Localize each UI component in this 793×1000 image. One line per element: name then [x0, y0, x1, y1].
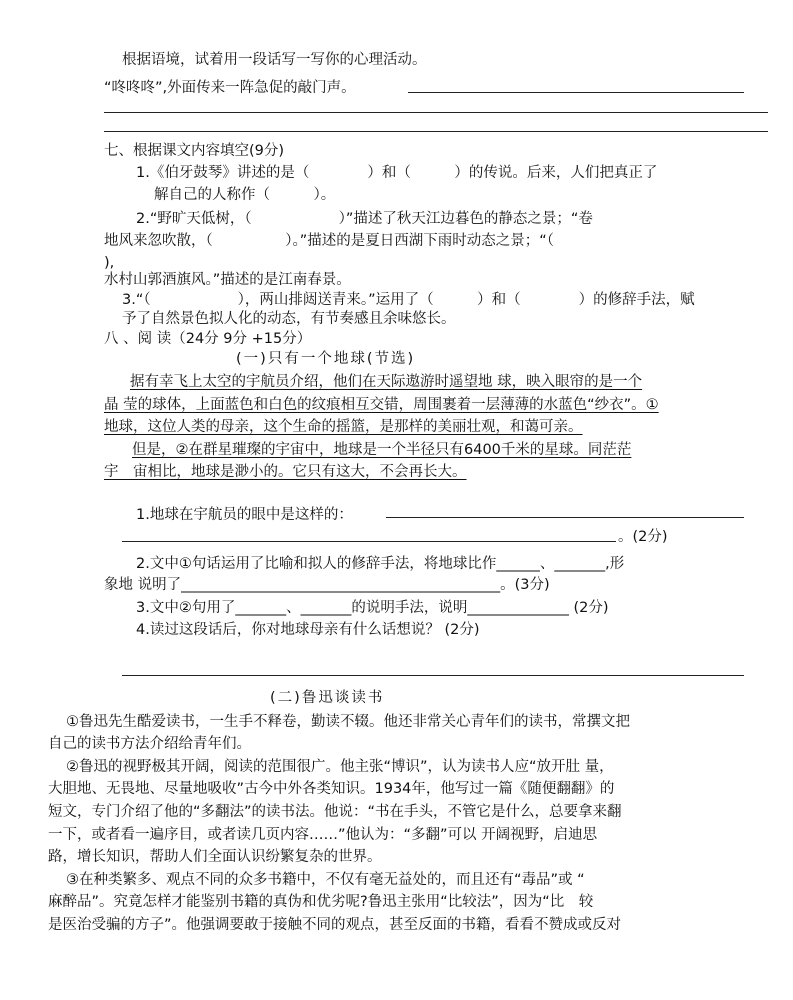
passage-1-title: (一)只有一个地球(节选) [236, 351, 416, 367]
passage-2-p1-line-b: 自己的读书方法介绍给青年们。 [48, 736, 251, 752]
answer-line[interactable] [104, 131, 768, 132]
p1-question-2-line-a: 2.文中①句话运用了比喻和拟人的修辞手法，将地球比作______、_______,形 [136, 556, 625, 572]
q7-2-line-b: 地风来忽吹散，（ ）。”描述的是夏日西湖下雨时动态之景；“（ [104, 233, 555, 249]
section-7-heading: 七、根据课文内容填空(9分) [104, 143, 285, 159]
passage-1-p1-line-b: 晶 莹的球体，上面蓝色和白色的纹痕相互交错，周围裹着一层薄薄的水蓝色“纱衣”。① [104, 397, 659, 413]
q7-2-line-c: ), [104, 255, 115, 271]
passage-2-p2-line-e: 路，增长知识，帮助人们全面认识纷繁复杂的世界。 [48, 849, 382, 865]
passage-2-title: (二)鲁迅谈读书 [270, 690, 385, 706]
passage-2-p3-line-b: 麻醉品”。究竟怎样才能鉴别书籍的真伪和优劣呢?鲁迅主张用“比较法”，因为“比 较 [48, 894, 594, 910]
p1-question-1-end: 。(2分) [618, 529, 668, 545]
passage-2-p2-line-a: ②鲁迅的视野极其开阔，阅读的范围很广。他主张“博识”，认为读书人应“放开肚 量， [66, 759, 614, 775]
intro-prompt: 根据语境，试着用一段话写一写你的心理活动。 [122, 52, 427, 68]
p1-question-2-line-b: 象地 说明了____________________________________________。(3分) [104, 577, 550, 593]
passage-2-p2-line-b: 大胆地、无畏地、尽量地吸收”古今中外各类知识。1934年，他写过一篇《随便翻翻》的 [48, 781, 615, 797]
passage-2-p1-line-a: ①鲁迅先生酷爱读书，一生手不释卷，勤读不辍。他还非常关心青年们的读书，常撰文把 [66, 714, 630, 730]
passage-2-p3-line-a: ③在种类繁多、观点不同的众多书籍中，不仅有毫无益处的，而且还有“毒品”或 “ [66, 872, 585, 888]
p1-question-3: 3.文中②句用了_______、_______的说明手法，说明______________ (2分) [136, 600, 609, 616]
p1-question-4: 4.读过这段话后，你对地球母亲有什么话想说？ (2分) [136, 622, 480, 638]
passage-1-p2-line-a: 但是，②在群星璀璨的宇宙中，地球是一个半径只有6400千米的星球。同茫茫 [132, 442, 632, 458]
answer-line[interactable] [122, 541, 616, 542]
q7-1-line-b: 解自己的人称作（ ）。 [154, 187, 336, 203]
answer-line[interactable] [408, 92, 744, 93]
q7-3-line-b: 予了自然景色拟人化的动态，有节奏感且余味悠长。 [122, 311, 456, 327]
q7-2-line-d: 水村山郭酒旗风。”描述的是江南春景。 [104, 272, 351, 288]
q7-1-line-a: 1.《伯牙鼓琴》讲述的是（ ）和（ ）的传说。后来，人们把真正了 [136, 165, 658, 181]
passage-2-p2-line-c: 短文，专门介绍了他的“多翻法”的读书法。他说：“书在手头，不管它是什么，总要拿来翻 [48, 804, 622, 820]
answer-line[interactable] [104, 112, 768, 113]
passage-1-p1-line-a: 据有幸飞上太空的宇航员介绍，他们在天际遨游时遥望地 球，映入眼帘的是一个 [130, 374, 643, 390]
answer-line[interactable] [386, 517, 744, 518]
q7-3-line-a: 3.“（ ），两山排闼送青来。”运用了（ ）和（ ）的修辞手法，赋 [122, 292, 695, 308]
passage-1-p1-line-c: 地球，这位人类的母亲，这个生命的摇篮，是那样的美丽壮观，和蔼可亲。 [104, 419, 583, 435]
passage-2-p2-line-d: 一下，或者看一遍序目，或者读几页内容……”他认为：“多翻”可以 开阔视野，启迪思 [48, 827, 598, 843]
p1-question-1: 1.地球在宇航员的眼中是这样的： [136, 507, 353, 523]
q7-2-line-a: 2.“野旷天低树，（ ）”描述了秋天江边暮色的静态之景；“卷 [136, 211, 593, 227]
section-8-heading: 八 、阅 读（24分 9分 +15分） [104, 331, 312, 347]
passage-2-p3-line-c: 是医治受骗的方子”。他强调要敢于接触不同的观点，甚至反面的书籍，看看不赞成或反对 [48, 917, 622, 933]
answer-line[interactable] [122, 675, 744, 676]
passage-1-p2-line-b: 宇 宙相比，地球是渺小的。它只有这大，不会再长大。 [104, 464, 467, 480]
intro-knock: “咚咚咚”,外面传来一阵急促的敲门声。 [104, 80, 356, 96]
